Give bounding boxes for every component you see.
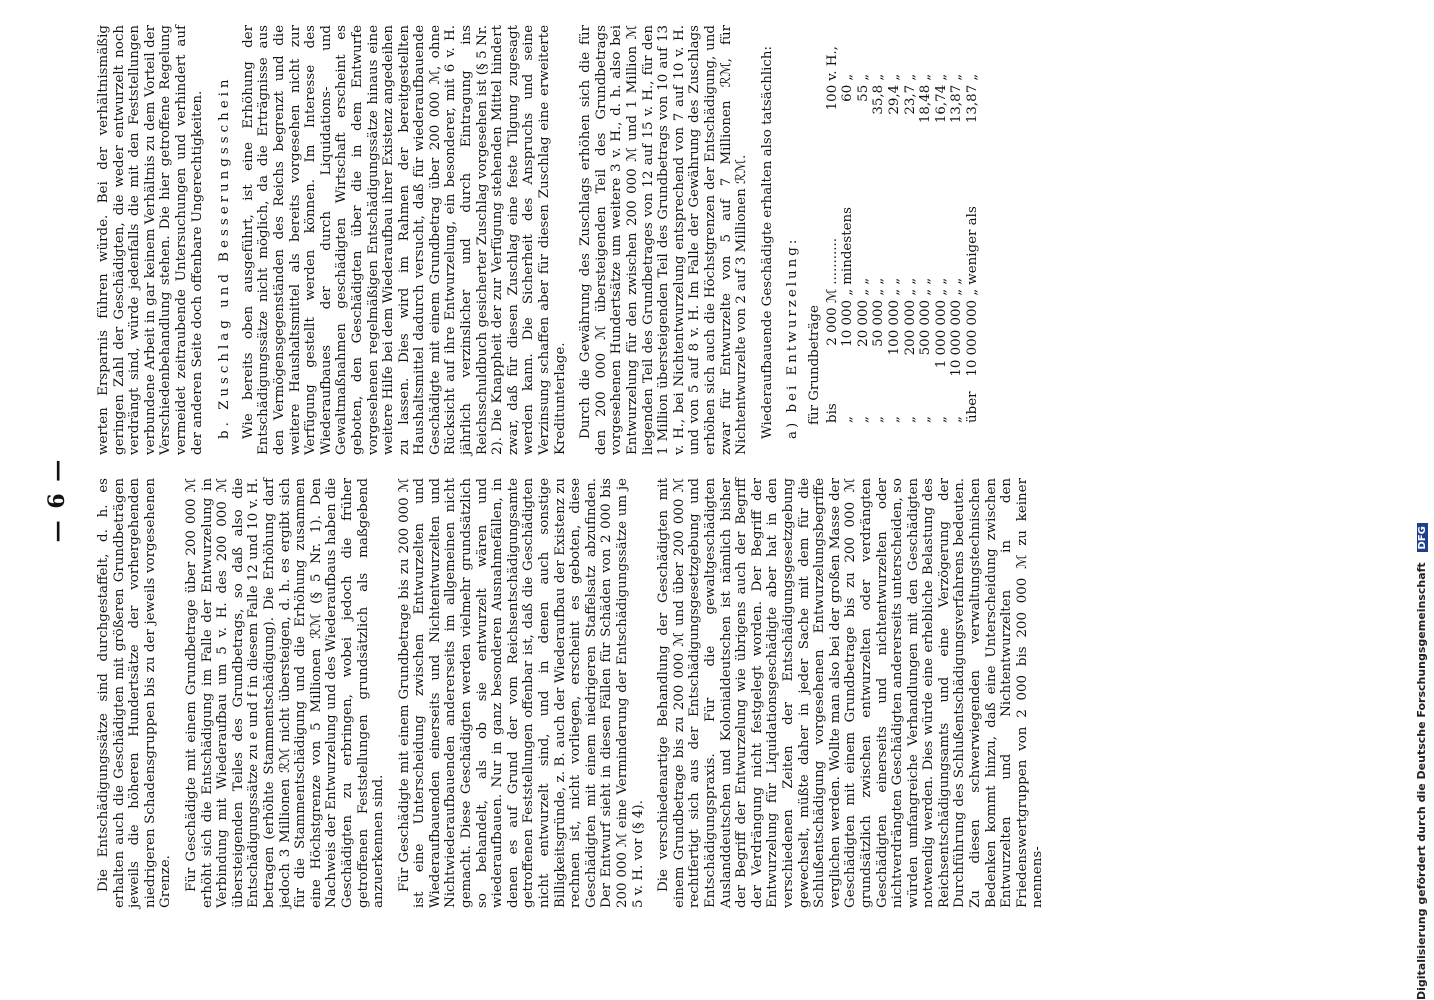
rate-percent: 60 [840,84,856,102]
table-row [949,35,965,425]
paragraph: Die verschiedenartige Behandlung der Geschädigten mit einem Grundbetrage bis zu 200 000 ℳ und über 200 000 ℳ rechtfertigt sich aus der Entschädigungsgesetzgebung und Entschädigungspraxis. Für die gewaltgeschädigten Auslanddeutschen und Kolonialdeutschen ist nämlich bisher der Begriff der Entwurzelung wie übrigens auch der Begriff der Verdrängung nicht festgelegt worden. Der Begriff der Entwurzelung für Liquidationsgeschädigte aber hat in den verschiedenen Zeiten der Entschädigungsgesetzgebung gewechselt, müßte daher in jeder Sache mit dem für die Schlußentschädigung vorgesehenen Entwurzelungsbegriffe verglichen werden. Wollte man also bei der großen Masse der Geschädigten mit einem Grundbetrage bis zu 200 000 ℳ grundsätzlich zwischen entwurzelten oder verdrängten Geschädigten einerseits und nichtentwurzelten oder nichtverdrängten Geschädigten andererseits unterscheiden, so würden umfangreiche Verhandlungen mit den Geschädigten notwendig werden. Dies würde eine erhebliche Belastung des Reichsentschädigungsamts und eine Verzögerung der Durchführung des Schlußentschädigungsverfahrens bedeuten. Zu diesen schwerwiegenden verwaltungstechnischen Bedenken kommt hinzu, daß eine Unterscheidung zwischen Entwurzelten und Nichtentwurzelten in den Friedenswertgruppen von 2 000 bis 200 000 ℳ zu keiner nennens- [656,478,1046,908]
sidebar [1408,0,1434,1000]
rate-unit: „ [933,73,949,81]
table-row [918,35,934,425]
rate-unit: „ [886,73,902,81]
rates-table [825,35,981,425]
rate-prefix: „ [871,416,887,423]
rate-prefix: „ [949,416,965,423]
table-row [965,35,981,425]
rate-amount: 100 000 „ [886,288,902,356]
rate-percent: 23,7 [902,84,918,115]
rate-prefix: „ [855,416,871,423]
rate-amount: 2 000 ℳ [824,288,840,346]
rate-percent: 55 [855,84,871,102]
paragraph: Für Geschädigte mit einem Grundbetrage über 200 000 ℳ erhöht sich die Entschädigung im Falle der Entwurzelung in Verbindung mit Wiederaufbau um 5 v. H. des 200 000 ℳ übersteigenden Teiles des Grundbetrags, so daß also die Entschädigungssätze zu e und f in diesem Falle 12 und 10 v. H. betragen (erhöhte Stammentschädigung). Die Erhöhung darf jedoch 3 Millionen ℛℳ nicht übersteigen, d. h. es ergibt sich für die Stammentschädigung und die Erhöhung zusammen eine Höchstgrenze von 5 Millionen ℛℳ (§ 5 Nr. 1). Den Nachweis der Entwurzelung und des Wiederaufbaus haben die Geschädigten zu erbringen, wobei jedoch die früher getroffenen Feststellungen grundsätzlich als maßgebend anzuerkennen sind. [183,478,387,908]
rate-qualifier: „ [933,277,949,285]
left-column [96,478,1056,908]
rate-prefix: bis [824,403,840,423]
rate-prefix: „ [840,416,856,423]
rate-unit: v. H., [824,46,840,81]
table-row [840,35,856,425]
paragraph: werten Ersparnis führen würde. Bei der verhältnismäßig geringen Zahl der Geschädigten, die weder entwurzelt noch verdrängt sind, würde jedenfalls die mit den Feststellungen verbundene Arbeit in gar keinem Verhältnis zu dem Vorteil der Verschiedenbehandlung stehen. Die hier getroffene Regelung vermeidet zeitraubende Untersuchungen und verhindert auf der anderen Seite doch offenbare Ungerechtigkeiten. [96,25,205,455]
right-column [96,25,980,455]
rate-amount: 200 000 „ [902,288,918,356]
rate-qualifier: „ [902,277,918,285]
paragraph: Für Geschädigte mit einem Grundbetrage bis zu 200 000 ℳ ist eine Unterscheidung zwischen Entwurzelten und Wiederaufbauenden einerseits und Nichtentwurzelten und Nichtwiederaufbauenden andererseits im allgemeinen nicht gemacht. Diese Geschädigten werden vielmehr grundsätzlich so behandelt, als ob sie entwurzelt wären und wiederaufbauen. Nur in ganz besonderen Ausnahmefällen, in denen es auf Grund der vom Reichsentschädigungsamte getroffenen Feststellungen offenbar ist, daß die Geschädigten nicht entwurzelt sind, und in denen auch sonstige Billigkeitsgründe, z. B. auch der Wiederaufbau der Existenz zu rechnen ist, nicht vorliegen, erscheint es geboten, diese Geschädigten mit einem niedrigeren Staffelsatz abzufinden. Der Entwurf sieht in diesen Fällen für Schäden von 2 000 bis 200 000 ℳ eine Verminderung der Entschädigungssätze um je 5 v. H. vor (§ 4). [396,478,646,908]
rate-prefix: „ [902,416,918,423]
section-heading: b. Zuschlag und Besserungsschein [217,75,233,439]
rate-amount: 500 000 „ [918,288,934,356]
rate-percent: 35,8 [871,84,887,115]
rate-percent: 18,48 [918,84,934,124]
table-row [871,35,887,425]
rate-prefix: „ [933,416,949,423]
rate-qualifier: „ [886,277,902,285]
rate-qualifier: „ [871,277,887,285]
rate-qualifier: „ [918,277,934,285]
rate-unit: „ [918,73,934,81]
rate-prefix: „ [886,416,902,423]
table-row [825,35,841,425]
rate-unit: „ [855,73,871,81]
paragraph: Wiederaufbauende Geschädigte erhalten also tatsächlich: [759,45,775,439]
rate-amount: 20 000 „ [855,288,871,347]
table-row [856,35,872,425]
rate-unit: „ [902,73,918,81]
rate-percent: 29,4 [886,84,902,115]
table-row [903,35,919,425]
funding-notice [1415,0,1428,1000]
rate-prefix: „ [918,416,934,423]
rate-unit: „ [871,73,887,81]
rate-qualifier: „ [855,277,871,285]
rate-amount: 10 000 000 „ [964,288,980,377]
rate-percent: 16,74 [933,84,949,124]
table-row [887,35,903,425]
rate-unit: „ [840,73,856,81]
page-number: — 6 — [44,457,70,543]
sub-heading: a) bei Entwurzelung: [785,236,801,439]
table-caption: für Grundbeträge [806,305,822,425]
funding-text: Digitalisierung gefördert durch die Deutsche Forschungsgemeinschaft [1415,562,1428,1000]
paragraph: Durch die Gewährung des Zuschlags erhöhen sich die für den 200 000 ℳ übersteigenden Teil des Grundbetrags vorgesehenen Hundertsätze um weitere 3 v. H., d. h. also bei Entwurzelung für den zwischen 200 000 ℳ und 1 Million ℳ liegenden Teil des Grundbetrages von 12 auf 15 v. H., für den 1 Million übersteigenden Teil des Grundbetrags von 10 auf 13 v. H., bei Nichtentwurzelung entsprechend von 7 auf 10 v. H. und von 5 auf 8 v. H. Im Falle der Gewährung des Zuschlags erhöhen sich auch die Höchstgrenzen der Entschädigung, und zwar für Entwurzelte von 5 auf 7 Millionen ℛℳ, für Nichtentwurzelte von 2 auf 3 Millionen ℛℳ. [578,25,750,455]
rate-qualifier: ........... [824,237,840,285]
rate-amount: 1 000 000 „ [933,288,949,369]
dfg-logo: DFG [1417,523,1428,552]
rate-qualifier: „ [949,277,965,285]
rate-percent: 100 [824,84,840,111]
rate-amount: 50 000 „ [871,288,887,347]
rate-qualifier: weniger als [964,206,980,285]
paragraph: Wie bereits oben ausgeführt, ist eine Erhöhung der Entschädigungssätze nicht möglich, da die Erträgnisse aus den Vermögensgegenständen des Reichs begrenzt und die weitere Haushaltsmittel als bereits vorgesehen nicht zur Verfügung gestellt werden können. Im Interesse des Wiederaufbaues der durch Liquidations- und Gewaltmaßnahmen geschädigten Wirtschaft erscheint es geboten, den Geschädigten über die in dem Entwurfe vorgesehenen regelmäßigen Entschädigungssätze hinaus eine weitere Hilfe bei dem Wiederaufbau ihrer Existenz angedeihen zu lassen. Dies wird im Rahmen der bereitgestellten Haushaltsmittel dadurch versucht, daß für wiederaufbauende Geschädigte mit einem Grundbetrag über 200 000 ℳ, ohne Rücksicht auf ihre Entwurzelung, ein besonderer, mit 6 v. H. jährlich verzinslicher und durch Eintragung ins Reichsschuldbuch gesicherter Zuschlag vorgesehen ist (§ 5 Nr. 2). Die Knappheit der zur Verfügung stehenden Mittel hindert zwar, daß für diesen Zuschlag eine feste Tilgung zugesagt werden kann. Die Sicherheit des Anspruchs und seine Verzinsung schaffen aber für diesen Zuschlag eine erweiterte Kreditunterlage. [240,25,568,455]
table-row [934,35,950,425]
rate-percent: 13,87 [964,84,980,124]
rate-amount: 10 000 „ [840,288,856,347]
rate-amount: 10 000 000 „ [949,288,965,377]
rate-unit: „ [964,73,980,81]
rate-prefix: über [964,391,980,423]
paragraph: Die Entschädigungssätze sind durchgestaffelt, d. h. es erhalten auch die Geschädigten mit größeren Grundbeträgen jeweils die höheren Hundertsätze der vorhergehenden niedrigeren Schadensgruppen bis zu der jeweils vorgesehenen Grenze. [96,478,174,908]
rate-unit: „ [949,73,965,81]
rate-percent: 13,87 [949,84,965,124]
rate-qualifier: mindestens [840,206,856,285]
